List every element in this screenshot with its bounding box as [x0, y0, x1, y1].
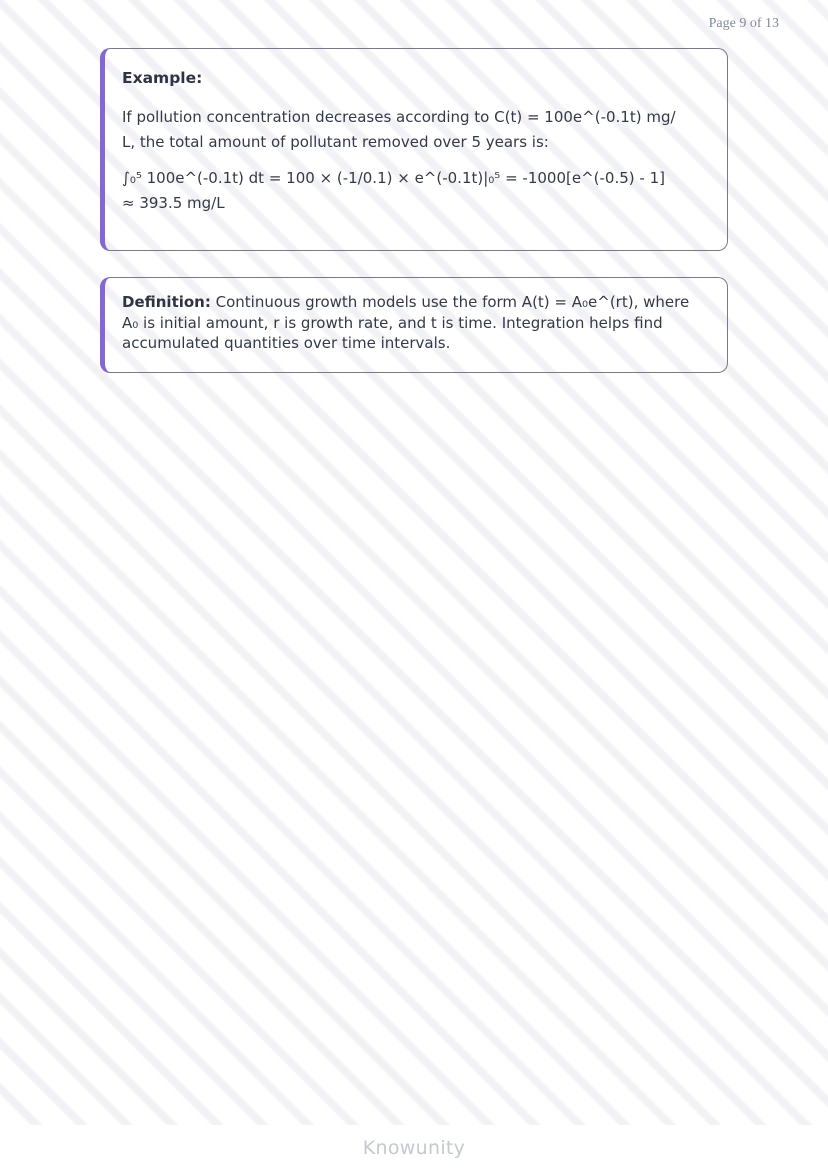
example-formula-line-2: ≈ 393.5 mg/L — [122, 194, 225, 212]
definition-line-2: A₀ is initial amount, r is growth rate, and t is time. Integration helps find — [122, 313, 663, 332]
example-heading: Example: — [122, 69, 203, 87]
example-box — [100, 48, 728, 251]
example-intro-paragraph — [122, 105, 707, 155]
example-formula-line-1: ∫₀⁵ 100e^(-0.1t) dt = 100 × (-1/0.1) × e^(-0.1t)|₀⁵ = -1000[e^(-0.5) - 1] — [122, 169, 665, 187]
example-formula-paragraph — [122, 166, 707, 216]
definition-line-3: accumulated quantities over time intervals. — [122, 334, 451, 352]
definition-label: Definition: — [122, 293, 211, 311]
definition-line-1 — [122, 292, 707, 313]
example-intro-line-2: L, the total amount of pollutant removed over 5 years is: — [122, 133, 549, 151]
example-intro-line-1: If pollution concentration decreases according to C(t) = 100e^(-0.1t) mg/ — [122, 108, 676, 126]
knowunity-watermark: Knowunity — [362, 1137, 466, 1159]
definition-box — [100, 277, 728, 373]
definition-line-1-text: Continuous growth models use the form A(t) = A₀e^(rt), where — [210, 293, 690, 311]
page-indicator: Page 9 of 13 — [708, 16, 779, 31]
